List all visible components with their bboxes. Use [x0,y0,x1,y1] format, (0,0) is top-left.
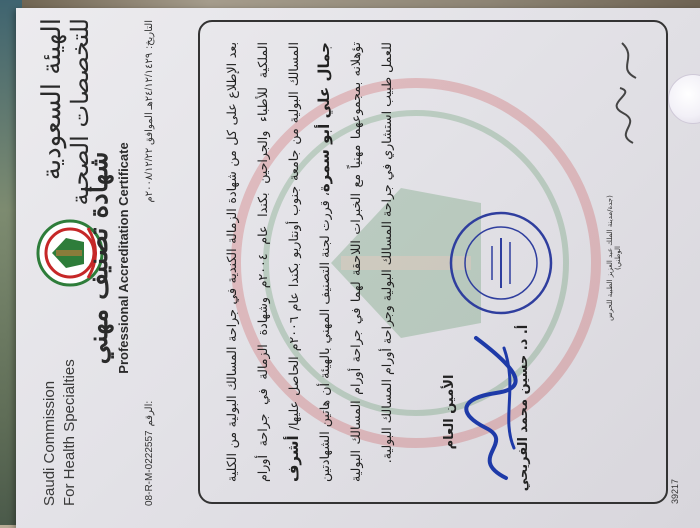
org-name-english-line2: For Health Specialties [60,359,78,506]
date-label: التاريخ: [144,20,155,49]
org-name-english [40,359,79,506]
date-value: ٢٤/١٢/١٤٢٩هـ الموافق ٢٠٠٨/١٢/٢٢م [144,52,155,203]
org-name-arabic-line2: للتخصصات الصحية [66,18,95,206]
signatory-name: أ. د. حسين محمد الفريحي [516,324,531,492]
certificate-document [16,8,686,518]
handwritten-initials-icon [608,38,648,148]
org-name-arabic-line1: الهيئة السعودية [37,18,67,181]
number-value: 08-R-M-0222557 [144,430,155,506]
signatory-title: الأمين العام [442,374,457,450]
org-name-english-line1: Saudi Commission [41,380,58,506]
certificate-title-arabic: شهادة تصنيف مهني [84,151,114,365]
stamp-caption: (جدة/مدينة الملك عبد العزيز الطبية للحرس الوطني) [606,195,622,321]
certificate-title-english: Professional Accreditation Certificate [116,142,131,374]
number-label: الرقم: [144,400,155,427]
number-line [144,397,155,506]
official-stamp-icon [446,208,556,318]
serial-number: 39217 [670,478,680,504]
certificate-body [216,42,402,482]
body-text-part2: ، قررت لجنة التصنيف المهني بالهيئة أن هاتين الشهادتين تؤهلانه بمجموعهما مهنياً مع الخبرات اللاحقة لهما في جراحة أورام المسالك البولية للعمل طبيب استشاري في جراحة المسالك البولية وجراحة أورام المسالك البولية. [317,42,394,482]
date-line [144,20,155,206]
body-text-part1: بعد الإطلاع على كل من شهادة الزمالة الكندية في جراحة المسالك البولية من الكلية الملكية للأطباء والجراحين بكندا عام ٢٠٠٤م وشهادة الزمالة في جراحة أورام المسالك البولية من جامعة جنوب أونتاريو بكندا عام ٢٠٠٦م الحاصل عليها/ [224,42,301,482]
recipient-name: أشرف جمال علي أبو سمرة [284,42,333,482]
